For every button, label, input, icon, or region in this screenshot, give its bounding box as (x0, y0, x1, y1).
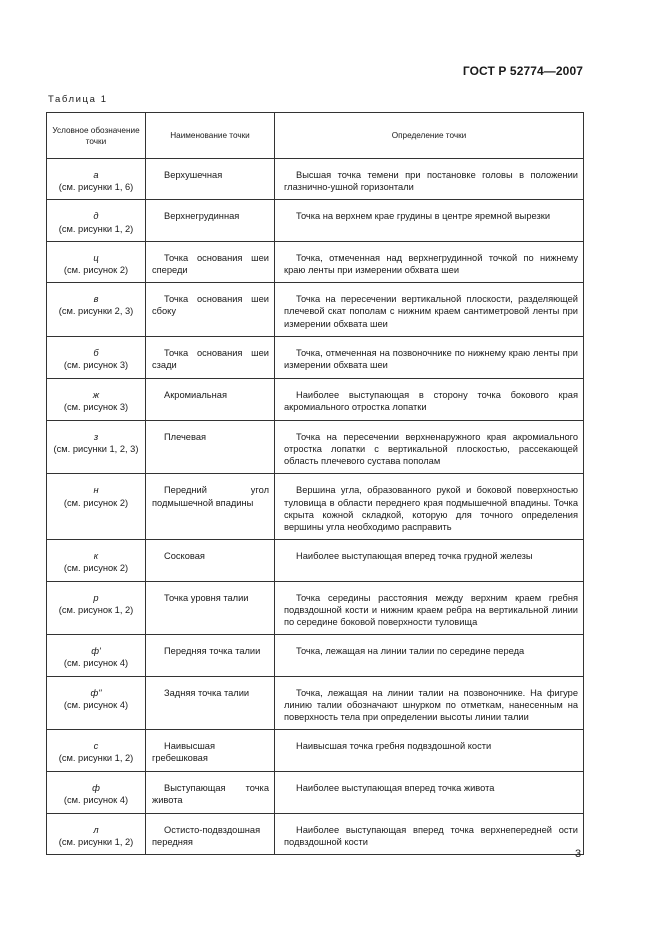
designation-cell (47, 581, 146, 635)
point-name: Остисто-подвздошная передняя (152, 824, 261, 847)
column-header-designation: Условное обозначение точки (47, 113, 146, 159)
point-definition-cell (275, 200, 584, 241)
table-row (47, 159, 584, 200)
point-name-cell (146, 283, 275, 337)
designation-cell (47, 420, 146, 474)
table-row (47, 635, 584, 676)
point-symbol: а (93, 170, 99, 180)
point-definition-cell (275, 540, 584, 581)
table-row (47, 540, 584, 581)
table-row (47, 200, 584, 241)
column-header-definition: Определение точки (275, 113, 584, 159)
point-symbol: р (93, 592, 99, 603)
table-row (47, 336, 584, 378)
table-row (47, 283, 584, 337)
point-definition: Наиболее выступающая вперед точка грудной железы (296, 551, 533, 562)
point-definition: Наиболее выступающая в сторону точка бокового края акромиального отростка лопатки (284, 389, 578, 413)
point-definition-cell (275, 771, 584, 813)
figure-reference: (см. рисунок 4) (63, 699, 129, 710)
point-symbol: д (93, 211, 99, 222)
point-definition-cell (275, 378, 584, 420)
page-number: 3 (575, 848, 582, 860)
point-name-cell (146, 241, 275, 282)
point-definition: Точка, отмеченная над верхнегрудинной точкой по нижнему краю ленты при измерении обхвата шеи (284, 252, 578, 276)
table-header-row (47, 113, 584, 159)
point-name: Акромиальная (164, 389, 227, 400)
designation-cell (47, 159, 146, 200)
standard-designation: ГОСТ Р 52774—2007 (462, 64, 583, 78)
points-table (46, 112, 584, 855)
point-symbol: ж (92, 389, 100, 400)
point-symbol: в (93, 294, 99, 305)
figure-reference: (см. рисунок 2) (63, 265, 129, 276)
designation-cell (47, 730, 146, 771)
point-definition: Наиболее выступающая вперед точка живота (296, 782, 495, 793)
point-symbol: ц (93, 252, 99, 263)
point-name-cell (146, 540, 275, 581)
point-definition-cell (275, 283, 584, 337)
point-definition-cell (275, 474, 584, 540)
point-definition: Высшая точка темени при постановке головы в положении глазнично-ушной горизонтали (284, 170, 578, 193)
point-definition: Точка, лежащая на линии талии на позвоночнике. На фигуре линию талии обозначают шнурком по отметкам, нанесенным на поверхность тела при определении высоты линии талии (284, 687, 578, 723)
point-name: Наивысшая гребешковая (152, 741, 216, 764)
table-row (47, 378, 584, 420)
point-name-cell (146, 813, 275, 854)
point-name: Выступающая точка живота (152, 782, 269, 805)
figure-reference: (см. рисунки 1, 2) (58, 836, 134, 847)
designation-cell (47, 241, 146, 282)
point-name: Точка уровня талии (164, 592, 249, 603)
point-symbol: б (93, 347, 99, 358)
point-name: Сосковая (164, 551, 205, 562)
column-header-name: Наименование точки (146, 113, 275, 159)
point-symbol: ф (92, 782, 100, 793)
point-definition-cell (275, 676, 584, 730)
point-definition-cell (275, 159, 584, 200)
figure-reference: (см. рисунки 1, 2) (58, 223, 134, 234)
designation-cell (47, 676, 146, 730)
point-definition: Точка на верхнем крае грудины в центре яремной вырезки (296, 211, 551, 222)
point-symbol: с (93, 741, 99, 752)
designation-cell (47, 283, 146, 337)
point-definition: Наивысшая точка гребня подвздошной кости (296, 741, 492, 752)
point-definition: Точка, лежащая на линии талии по середине переда (296, 646, 525, 657)
point-definition-cell (275, 420, 584, 474)
table-row (47, 581, 584, 635)
figure-reference: (см. рисунок 3) (63, 360, 129, 371)
figure-reference: (см. рисунок 3) (63, 402, 129, 413)
point-definition: Наиболее выступающая вперед точка верхнепередней ости подвздошной кости (284, 824, 578, 847)
point-name-cell (146, 420, 275, 474)
figure-reference: (см. рисунки 2, 3) (58, 306, 134, 317)
point-symbol: л (93, 824, 99, 835)
figure-reference: (см. рисунки 1, 2, 3) (53, 444, 139, 455)
figure-reference: (см. рисунок 1, 2) (58, 604, 134, 615)
point-name: Передняя точка талии (164, 646, 261, 657)
point-name-cell (146, 730, 275, 771)
point-name: Точка основания шеи сзади (152, 347, 269, 371)
table-caption: Таблица 1 (48, 94, 108, 105)
point-definition: Точка на пересечении верхненаружного края акромиального отростка лопатки с вертикальной плоскостью, рассекающей область плечевого сустава пополам (284, 431, 578, 467)
designation-cell (47, 474, 146, 540)
designation-cell (47, 813, 146, 854)
point-definition: Точка середины расстояния между верхним краем гребня подвздошной кости и нижним краем ребра на вертикальной линии по середине боковой поверхности туловища (284, 592, 578, 628)
point-name: Верхушечная (164, 170, 223, 180)
point-symbol: з (93, 431, 99, 442)
point-definition-cell (275, 241, 584, 282)
point-name: Задняя точка талии (164, 687, 250, 698)
point-definition-cell (275, 635, 584, 676)
designation-cell (47, 378, 146, 420)
point-name-cell (146, 771, 275, 813)
designation-cell (47, 771, 146, 813)
point-name-cell (146, 336, 275, 378)
point-name-cell (146, 635, 275, 676)
point-definition: Точка на пересечении вертикальной плоскости, разделяющей плечевой скат пополам с нижним краем сантиметровой ленты при измерении обхвата шеи (284, 294, 578, 329)
figure-reference: (см. рисунки 1, 6) (58, 182, 134, 193)
point-name: Плечевая (164, 431, 207, 442)
table-row (47, 771, 584, 813)
point-symbol: ф" (90, 687, 102, 698)
point-name-cell (146, 159, 275, 200)
designation-cell (47, 200, 146, 241)
designation-cell (47, 635, 146, 676)
designation-cell (47, 336, 146, 378)
point-symbol: н (93, 485, 99, 496)
table-row (47, 241, 584, 282)
point-name-cell (146, 676, 275, 730)
point-name: Верхнегрудинная (164, 211, 240, 222)
point-symbol: к (93, 551, 99, 562)
figure-reference: (см. рисунок 2) (63, 563, 129, 574)
point-definition-cell (275, 336, 584, 378)
point-name: Точка основания шеи спереди (152, 252, 269, 276)
table-row (47, 676, 584, 730)
point-definition-cell (275, 581, 584, 635)
figure-reference: (см. рисунок 2) (63, 497, 129, 508)
point-definition-cell (275, 730, 584, 771)
figure-reference: (см. рисунок 4) (63, 794, 129, 805)
point-definition-cell (275, 813, 584, 854)
figure-reference: (см. рисунок 4) (63, 658, 129, 669)
table-row (47, 813, 584, 854)
point-name-cell (146, 200, 275, 241)
table-row (47, 474, 584, 540)
point-name-cell (146, 581, 275, 635)
point-name-cell (146, 378, 275, 420)
point-name: Передний угол подмышечной впадины (152, 485, 269, 508)
point-name: Точка основания шеи сбоку (152, 294, 269, 317)
table-row (47, 420, 584, 474)
designation-cell (47, 540, 146, 581)
point-definition: Точка, отмеченная на позвоночнике по нижнему краю ленты при измерении обхвата шеи (284, 347, 578, 371)
point-symbol: ф' (91, 646, 101, 657)
table-row (47, 730, 584, 771)
figure-reference: (см. рисунки 1, 2) (58, 753, 134, 764)
point-definition: Вершина угла, образованного рукой и боковой поверхностью туловища в области переднего края подмышечной впадины. Точка скрыта кожной складкой, которую для точного определения вершины угла необходимо расправить (284, 485, 578, 533)
point-name-cell (146, 474, 275, 540)
